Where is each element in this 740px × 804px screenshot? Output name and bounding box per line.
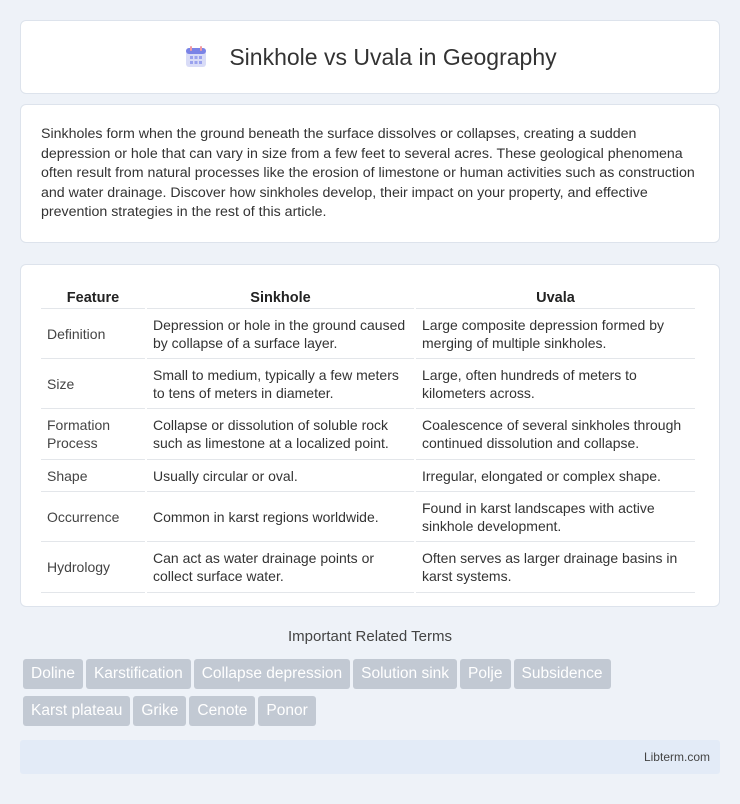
feature-cell: Size [41, 361, 145, 409]
table-header-row [41, 287, 695, 309]
uvala-cell: Large composite depression formed by merging of multiple sinkholes. [416, 311, 695, 359]
comparison-table [39, 285, 697, 595]
uvala-cell: Irregular, elongated or complex shape. [416, 462, 695, 493]
tag-karstification[interactable]: Karstification [86, 659, 191, 689]
title-card [20, 20, 720, 94]
feature-cell: Formation Process [41, 411, 145, 459]
table-calendar-icon [183, 44, 209, 70]
footer-link[interactable]: Libterm.com [643, 750, 710, 764]
table-row [41, 544, 695, 592]
sinkhole-cell: Can act as water drainage points or collect surface water. [147, 544, 414, 592]
sinkhole-cell: Usually circular or oval. [147, 462, 414, 493]
sinkhole-cell: Common in karst regions worldwide. [147, 494, 414, 542]
tag-karst-plateau[interactable]: Karst plateau [23, 696, 130, 726]
intro-card [20, 104, 720, 243]
page-title: Sinkhole vs Uvala in Geography [229, 43, 557, 70]
tag-cenote[interactable]: Cenote [189, 696, 255, 726]
tag-grike[interactable]: Grike [133, 696, 186, 726]
uvala-cell: Large, often hundreds of meters to kilometers across. [416, 361, 695, 409]
tag-polje[interactable]: Polje [460, 659, 510, 689]
table-row [41, 411, 695, 459]
tag-doline[interactable]: Doline [23, 659, 83, 689]
tag-collapse-depression[interactable]: Collapse depression [194, 659, 350, 689]
sinkhole-cell: Depression or hole in the ground caused by collapse of a surface layer. [147, 311, 414, 359]
related-terms-title: Important Related Terms [288, 628, 452, 645]
table-row [41, 462, 695, 493]
tag-solution-sink[interactable]: Solution sink [353, 659, 457, 689]
table-row [41, 361, 695, 409]
footer [20, 740, 720, 774]
table-row [41, 494, 695, 542]
uvala-cell: Coalescence of several sinkholes through continued dissolution and collapse. [416, 411, 695, 459]
tag-ponor[interactable]: Ponor [258, 696, 315, 726]
tag-subsidence[interactable]: Subsidence [514, 659, 611, 689]
feature-cell: Hydrology [41, 544, 145, 592]
header-uvala: Uvala [416, 287, 695, 309]
feature-cell: Definition [41, 311, 145, 359]
related-terms-list [23, 659, 723, 733]
sinkhole-cell: Collapse or dissolution of soluble rock such as limestone at a localized point. [147, 411, 414, 459]
feature-cell: Shape [41, 462, 145, 493]
feature-cell: Occurrence [41, 494, 145, 542]
table-row [41, 311, 695, 359]
uvala-cell: Found in karst landscapes with active sinkhole development. [416, 494, 695, 542]
header-feature: Feature [41, 287, 145, 309]
comparison-table-card [20, 264, 720, 607]
uvala-cell: Often serves as larger drainage basins in karst systems. [416, 544, 695, 592]
sinkhole-cell: Small to medium, typically a few meters to tens of meters in diameter. [147, 361, 414, 409]
intro-text: Sinkholes form when the ground beneath the surface dissolves or collapses, creating a sudden depression or hole that can vary in size from a few feet to several acres. These geological phenomena often result from natural processes like the erosion of limestone or human activities such as construction and water drainage. Discover how sinkholes develop, their impact on your property, and effective prevention strategies in the rest of this article. [41, 126, 695, 221]
header-sinkhole: Sinkhole [147, 287, 414, 309]
